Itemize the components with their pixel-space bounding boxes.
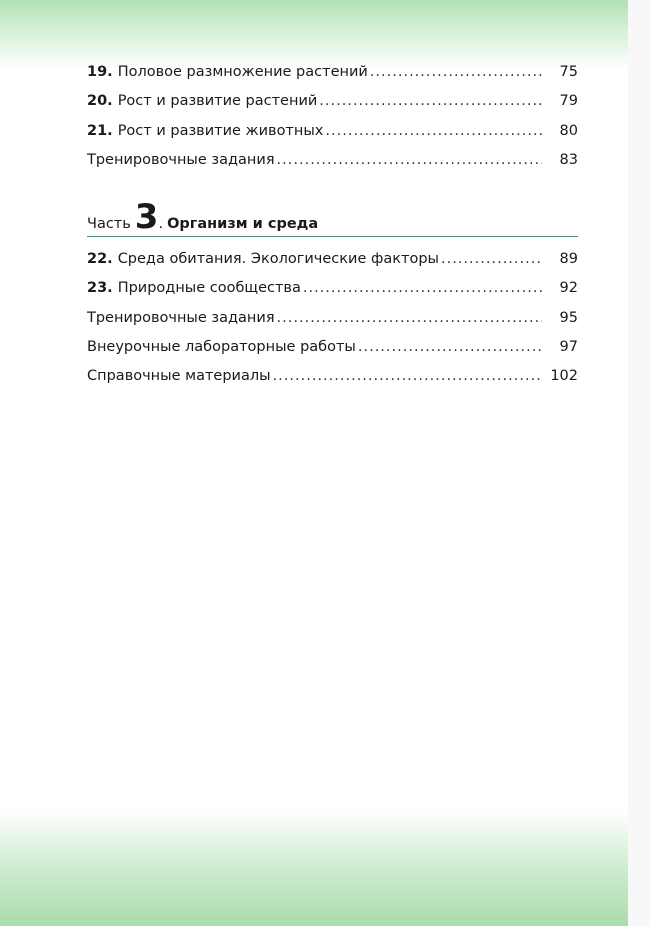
toc-leader-dots — [325, 117, 542, 146]
toc-entry-title: Рост и развитие животных — [117, 122, 324, 139]
bottom-green-band — [0, 811, 628, 926]
toc-entry-page: 79 — [559, 93, 578, 110]
toc-entry[interactable] — [87, 362, 578, 391]
toc-section-top — [87, 58, 578, 175]
toc-leader-dots — [441, 245, 542, 274]
toc-entry-page: 83 — [559, 151, 578, 168]
toc-entry-title: Справочные материалы — [87, 368, 271, 385]
toc-entry[interactable] — [87, 245, 578, 274]
toc-leader-dots — [370, 58, 542, 87]
toc-entry-number: 19. — [87, 64, 113, 80]
toc-leader-dots — [277, 146, 542, 175]
part-separator: . — [158, 216, 164, 232]
toc-entry[interactable] — [87, 274, 578, 303]
toc-leader-dots — [319, 87, 542, 116]
toc-entry-page: 89 — [559, 251, 578, 267]
toc-entry-title: Внеурочные лабораторные работы — [87, 338, 356, 355]
toc-entry[interactable] — [87, 117, 578, 146]
toc-entry-title: Среда обитания. Экологические факторы — [117, 251, 439, 267]
toc-entry-page: 95 — [559, 309, 578, 326]
toc-entry[interactable] — [87, 87, 578, 116]
toc-entry-page: 75 — [559, 64, 578, 80]
toc-entry-number: 21. — [87, 122, 113, 139]
toc-entry-title: Рост и развитие растений — [117, 93, 318, 110]
toc-entry[interactable] — [87, 58, 578, 87]
toc-leader-dots — [277, 304, 542, 333]
toc-leader-dots — [273, 362, 542, 391]
toc-entry[interactable] — [87, 333, 578, 362]
toc-entry-number: 23. — [87, 280, 113, 297]
toc-entry-number: 20. — [87, 93, 113, 110]
toc-entry-page: 80 — [559, 122, 578, 139]
part-title: Организм и среда — [167, 216, 319, 232]
toc-leader-dots — [303, 274, 542, 303]
part-label: Часть — [87, 216, 131, 232]
toc-section-bottom — [87, 245, 578, 391]
toc-entry-title: Природные сообщества — [117, 280, 301, 297]
toc-leader-dots — [358, 333, 542, 362]
toc-entry-number: 22. — [87, 251, 113, 267]
toc-entry-title: Половое размножение растений — [117, 64, 368, 80]
toc-entry[interactable] — [87, 304, 578, 333]
toc-entry-page: 92 — [559, 280, 578, 297]
part-heading — [87, 198, 578, 237]
toc-entry-title: Тренировочные задания — [87, 309, 275, 326]
toc-entry-page: 97 — [559, 338, 578, 355]
page-edge — [628, 0, 650, 926]
toc-entry-title: Тренировочные задания — [87, 151, 275, 168]
toc-entry[interactable] — [87, 146, 578, 175]
toc-entry-page: 102 — [550, 368, 578, 385]
part-number: 3 — [134, 197, 159, 237]
